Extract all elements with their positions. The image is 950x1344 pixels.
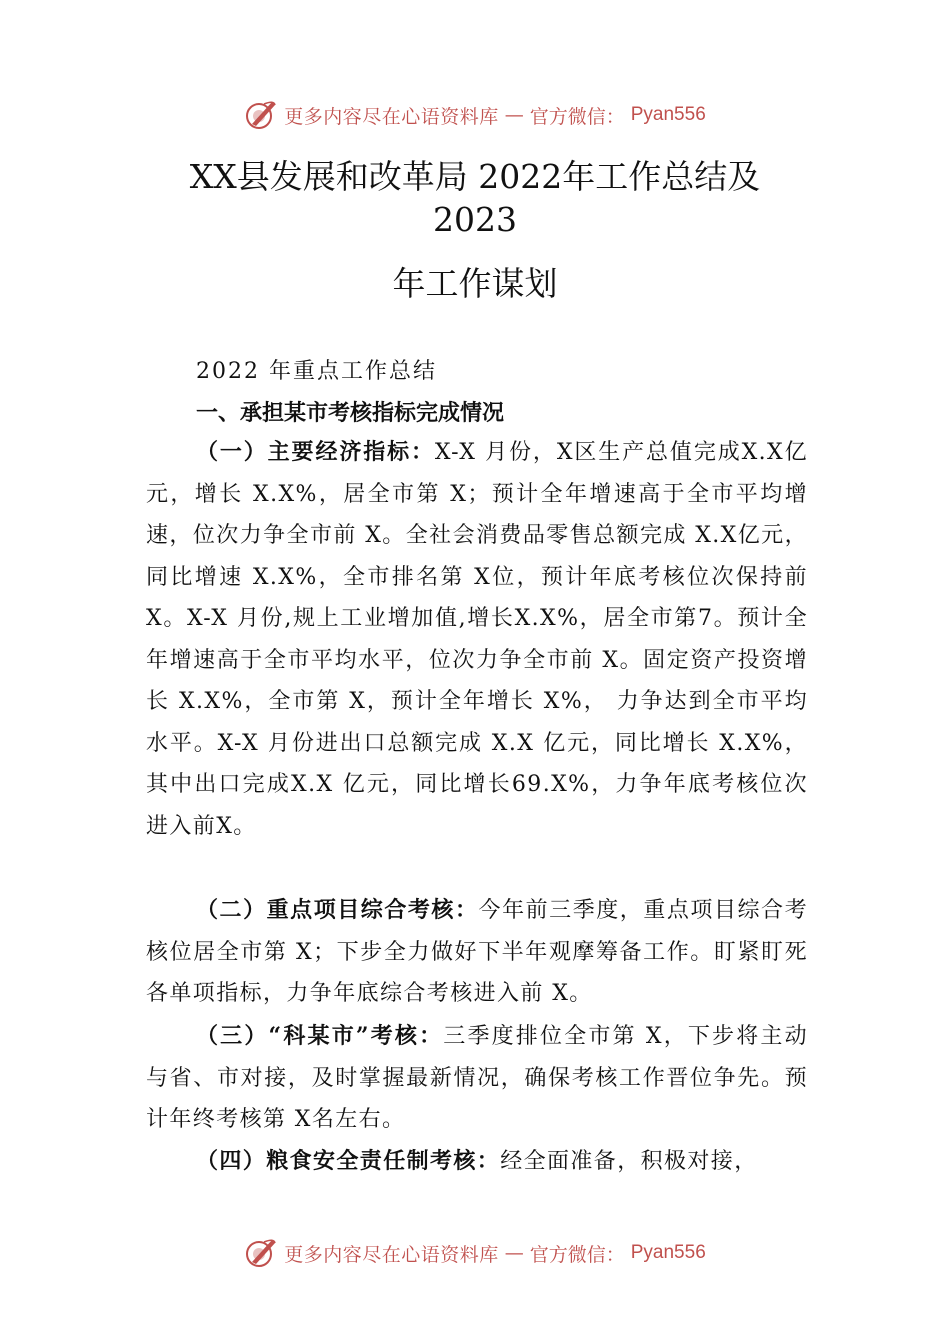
paragraph-lead: （三）“科某市”考核： (196, 1023, 444, 1049)
quill-logo-icon (244, 98, 278, 132)
watermark-wechat-id: Pyan556 (630, 104, 706, 125)
paragraph-key-projects (146, 890, 808, 1015)
paragraph-body: 今年前三季度，重点项目综合考核位居全市第 X；下步全力做好下半年观摩筹备工作。盯紧盯死各单项指标，力争年底综合考核进入前 X。 (146, 898, 808, 1006)
document-title-line2: 2023 (433, 200, 517, 239)
paragraph-body: 三季度排位全市第 X，下步将主动与省、市对接，及时掌握最新情况，确保考核工作晋位争先。预计年终考核第 X名左右。 (146, 1024, 808, 1132)
watermark-text: 更多内容尽在心语资料库 (284, 105, 499, 128)
watermark-wechat-label: 官方微信： (529, 1243, 625, 1266)
paragraph-economic-indicators (146, 432, 808, 847)
watermark-separator: — (504, 1242, 524, 1264)
watermark-footer (0, 1236, 950, 1270)
watermark-text: 更多内容尽在心语资料库 (284, 1243, 499, 1266)
paragraph-body: 经全面准备，积极对接， (500, 1149, 758, 1174)
document-title-line1: XX县发展和改革局 2022年工作总结及 (189, 157, 761, 196)
paragraph-lead: （二）重点项目综合考核： (196, 897, 479, 923)
heading-level1: 一、承担某市考核指标完成情况 (196, 401, 505, 426)
section-label: 2022 年重点工作总结 (196, 359, 437, 384)
watermark-wechat-id: Pyan556 (630, 1242, 706, 1263)
watermark-separator: — (504, 104, 524, 126)
paragraph-sci-tech-assessment (146, 1016, 808, 1141)
document-title-line3: 年工作谋划 (392, 264, 558, 303)
watermark-wechat-label: 官方微信： (529, 105, 625, 128)
paragraph-body: X-X 月份，X区生产总值完成X.X亿元，增长 X.X%，居全市第 X；预计全年增速高于全市平均增速，位次力争全市前 X。全社会消费品零售总额完成 X.X亿元，同比增速 X.X%，全市排名第 X位，预计年底考核位次保持前 X。X-X 月份,规上工业增加值,增长X.X%，居全市第7。预计全年增速高于全市平均水平，位次力争全市前 X。固定资产投资增长 X.X%，全市第 X，预计全年增长 X%， 力争达到全市平均水平。X-X 月份进出口总额完成 X.X 亿元，同比增长 X.X%，其中出口完成X.X 亿元，同比增长69.X%，力争年底考核位次进入前X。 (146, 440, 808, 839)
quill-logo-icon (244, 1236, 278, 1270)
watermark-header (0, 98, 950, 132)
paragraph-grain-security (146, 1141, 808, 1183)
paragraph-lead: （一）主要经济指标： (196, 439, 435, 465)
paragraph-lead: （四）粮食安全责任制考核： (196, 1148, 501, 1174)
